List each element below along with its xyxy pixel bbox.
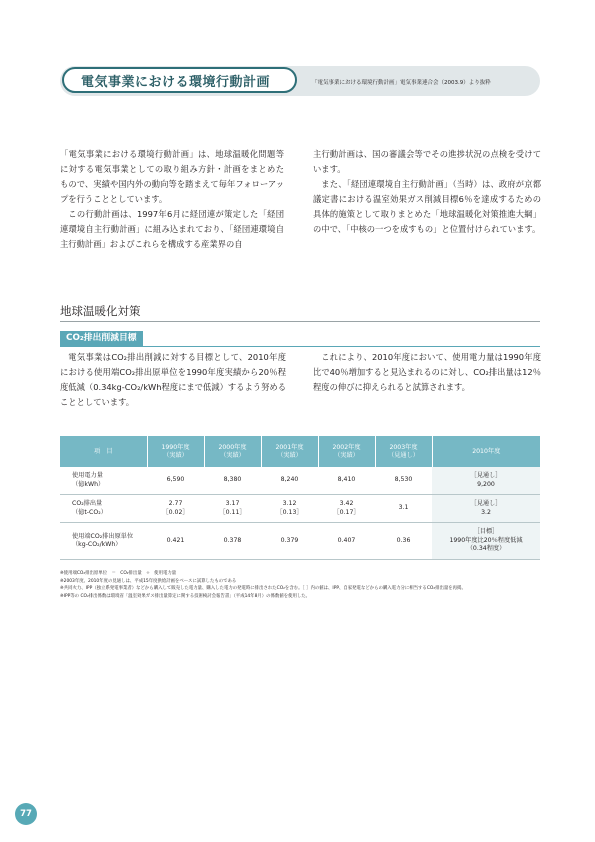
table-cell: 2.77 ［0.02］ [147,495,204,523]
table-cell-2010: ［目標］ 1990年度比20％程度低減 （0.34程度） [432,523,540,560]
intro-right-paragraph-1: 主行動計画は、国の審議会等でその進捗状況の点検を受けています。 [313,149,541,174]
subsection-tag: CO₂排出削減目標 [60,331,143,346]
table-header-cell: 2010年度 [432,436,540,467]
table-cell: 0.421 [147,523,204,560]
note-line: ※共同火力、IPP（独立系発電事業者）などから購入して販売した電力量、購入した電力の発電時に排出されたCO₂を含む。［ ］内の値は、IPP、自家発電などからの購入電力分に相当するCO₂排出量を再掲。 [60,586,466,592]
intro-right-column [313,147,541,237]
row-label: CO₂排出量 （億t-CO₂） [60,495,147,523]
section-right-paragraph: これにより、2010年度において、使用電力量は1990年度比で40％増加すると見込まれるのに対し、CO₂排出量は12％程度の伸びに抑えられると試算されます。 [313,352,541,392]
note-line: ※IPP等の CO₂排出係数は環境省「温室効果ガス排出量算定に関する技術検討会報告書」（平成14年8月）の係数値を使用した。 [60,593,311,599]
page-number-badge: 77 [15,803,37,825]
section-heading: 地球温暖化対策 [60,304,141,318]
note-line: ※2003年度、2010年度の見通しは、平成15年度供給計画をベースに試算したものである [60,578,237,584]
table-cell: 8,410 [318,467,375,495]
table-cell: 8,530 [375,467,432,495]
table-header-cell: 2001年度 （実績） [261,436,318,467]
table-cell: 3.17 ［0.11］ [204,495,261,523]
table-row [60,495,540,523]
table-header-cell: 1990年度 （実績） [147,436,204,467]
table-cell: 8,240 [261,467,318,495]
intro-left-column [60,147,284,252]
table-header-cell: 2003年度 （見通し） [375,436,432,467]
section-left-paragraph: 電気事業はCO₂排出削減に対する目標として、2010年度における使用端CO₂排出原単位を1990年度実績から20％程度低減（0.34kg-CO₂/kWh程度にまで低減）するよう努めることとしています。 [60,352,286,407]
table-header-cell: 2000年度 （実績） [204,436,261,467]
source-citation: 「電気事業における環境行動計画」電気事業連合会（2003.9）より抜粋 [312,80,491,86]
table-header-cell: 2002年度 （実績） [318,436,375,467]
table-cell: 0.36 [375,523,432,560]
section-left-column [60,350,286,410]
table-header-row [60,436,540,467]
table-cell: 0.407 [318,523,375,560]
section-divider [60,321,540,322]
subsection-divider [60,346,540,347]
page-title: 電気事業における環境行動計画 [81,75,271,90]
section-right-column [313,350,541,395]
intro-left-paragraph-2: この行動計画は、1997年6月に経団連が策定した「経団連環境自主行動計画」に組み込まれており、「経団連環境自主行動計画」およびこれらを構成する産業界の自 [60,209,284,249]
table-header-cell: 項 目 [60,436,147,467]
table-row [60,523,540,560]
table-cell: 6,590 [147,467,204,495]
table-row [60,467,540,495]
row-label: 使用端CO₂排出原単位 （kg-CO₂/kWh） [60,523,147,560]
table-cell-2010: ［見通し］ 9,200 [432,467,540,495]
co2-data-table [60,436,540,560]
table-cell: 3.12 ［0.13］ [261,495,318,523]
note-line: ※使用端CO₂排出原単位 ＝ CO₂排出量 ÷ 使用電力量 [60,571,177,576]
table-cell-2010: ［見通し］ 3.2 [432,495,540,523]
table-cell: 3.1 [375,495,432,523]
table-cell: 8,380 [204,467,261,495]
row-label: 使用電力量 （億kWh） [60,467,147,495]
table-cell: 3.42 ［0.17］ [318,495,375,523]
intro-right-paragraph-2: また、「経団連環境自主行動計画」（当時）は、政府が京都議定書における温室効果ガス削減目標6％を達成するための具体的施策として取りまとめた「地球温暖化対策推進大綱」の中で、「中核の一つを成すもの」と位置付けられています。 [313,179,541,234]
table-notes [60,570,550,600]
intro-left-paragraph-1: 「電気事業における環境行動計画」は、地球温暖化問題等に対する電気事業としての取り組み方針・計画をまとめたもので、実績や国内外の動向等を踏まえて毎年フォローアップを行うこととしています。 [60,149,284,204]
table-cell: 0.378 [204,523,261,560]
table-cell: 0.379 [261,523,318,560]
